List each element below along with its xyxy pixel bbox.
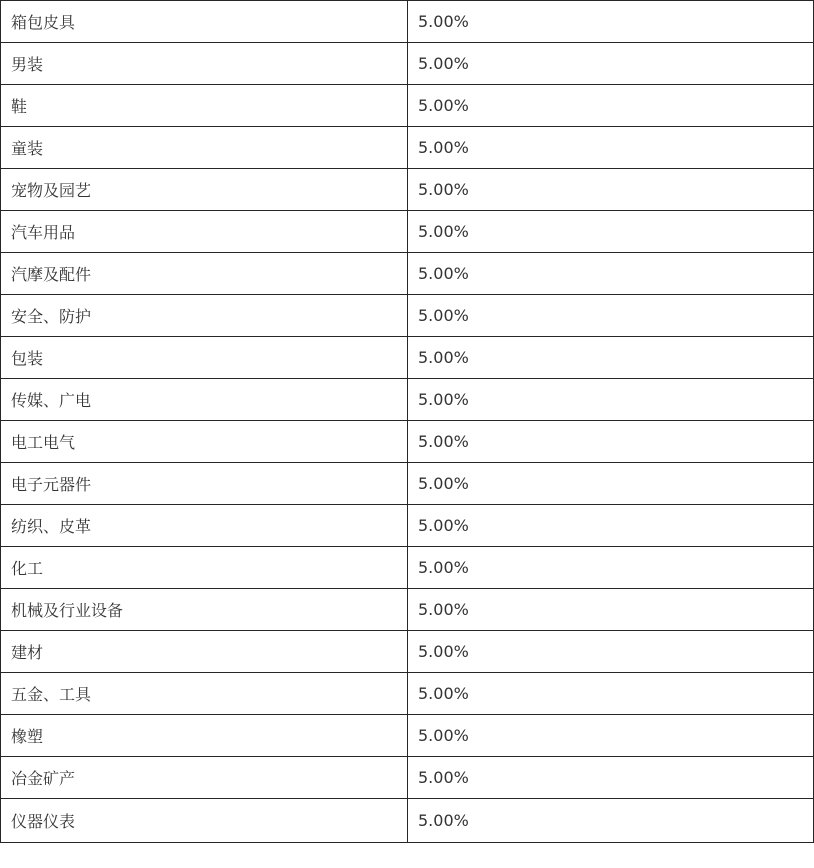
table-body xyxy=(1,1,814,843)
table-row xyxy=(1,85,814,127)
table-row xyxy=(1,673,814,715)
table-row xyxy=(1,169,814,211)
rate-cell: 5.00% xyxy=(408,631,814,673)
category-cell: 电子元器件 xyxy=(1,463,408,505)
table-row xyxy=(1,799,814,843)
table-row xyxy=(1,715,814,757)
category-cell: 化工 xyxy=(1,547,408,589)
rate-cell: 5.00% xyxy=(408,337,814,379)
category-cell: 橡塑 xyxy=(1,715,408,757)
table-row xyxy=(1,295,814,337)
table-row xyxy=(1,631,814,673)
table-row xyxy=(1,757,814,799)
category-cell: 仪器仪表 xyxy=(1,799,408,843)
table-row xyxy=(1,547,814,589)
rate-cell: 5.00% xyxy=(408,253,814,295)
category-cell: 男装 xyxy=(1,43,408,85)
table-row xyxy=(1,1,814,43)
rate-cell: 5.00% xyxy=(408,211,814,253)
rate-cell: 5.00% xyxy=(408,1,814,43)
rate-cell: 5.00% xyxy=(408,799,814,843)
rate-cell: 5.00% xyxy=(408,421,814,463)
table-row xyxy=(1,421,814,463)
rate-cell: 5.00% xyxy=(408,169,814,211)
category-cell: 纺织、皮革 xyxy=(1,505,408,547)
category-cell: 包装 xyxy=(1,337,408,379)
rate-cell: 5.00% xyxy=(408,43,814,85)
category-cell: 汽摩及配件 xyxy=(1,253,408,295)
table-row xyxy=(1,463,814,505)
table-row xyxy=(1,127,814,169)
rate-cell: 5.00% xyxy=(408,379,814,421)
rate-cell: 5.00% xyxy=(408,589,814,631)
rate-cell: 5.00% xyxy=(408,757,814,799)
category-cell: 冶金矿产 xyxy=(1,757,408,799)
category-cell: 鞋 xyxy=(1,85,408,127)
table-row xyxy=(1,43,814,85)
table-row xyxy=(1,253,814,295)
rate-cell: 5.00% xyxy=(408,673,814,715)
rate-cell: 5.00% xyxy=(408,295,814,337)
table-row xyxy=(1,337,814,379)
table-row xyxy=(1,211,814,253)
rate-cell: 5.00% xyxy=(408,127,814,169)
category-cell: 五金、工具 xyxy=(1,673,408,715)
rate-cell: 5.00% xyxy=(408,463,814,505)
rate-cell: 5.00% xyxy=(408,547,814,589)
rate-cell: 5.00% xyxy=(408,85,814,127)
category-cell: 建材 xyxy=(1,631,408,673)
category-cell: 童装 xyxy=(1,127,408,169)
category-cell: 宠物及园艺 xyxy=(1,169,408,211)
table-row xyxy=(1,589,814,631)
category-cell: 电工电气 xyxy=(1,421,408,463)
category-cell: 传媒、广电 xyxy=(1,379,408,421)
category-cell: 机械及行业设备 xyxy=(1,589,408,631)
table-row xyxy=(1,379,814,421)
rate-cell: 5.00% xyxy=(408,505,814,547)
category-cell: 箱包皮具 xyxy=(1,1,408,43)
table-row xyxy=(1,505,814,547)
category-cell: 汽车用品 xyxy=(1,211,408,253)
category-cell: 安全、防护 xyxy=(1,295,408,337)
rate-cell: 5.00% xyxy=(408,715,814,757)
